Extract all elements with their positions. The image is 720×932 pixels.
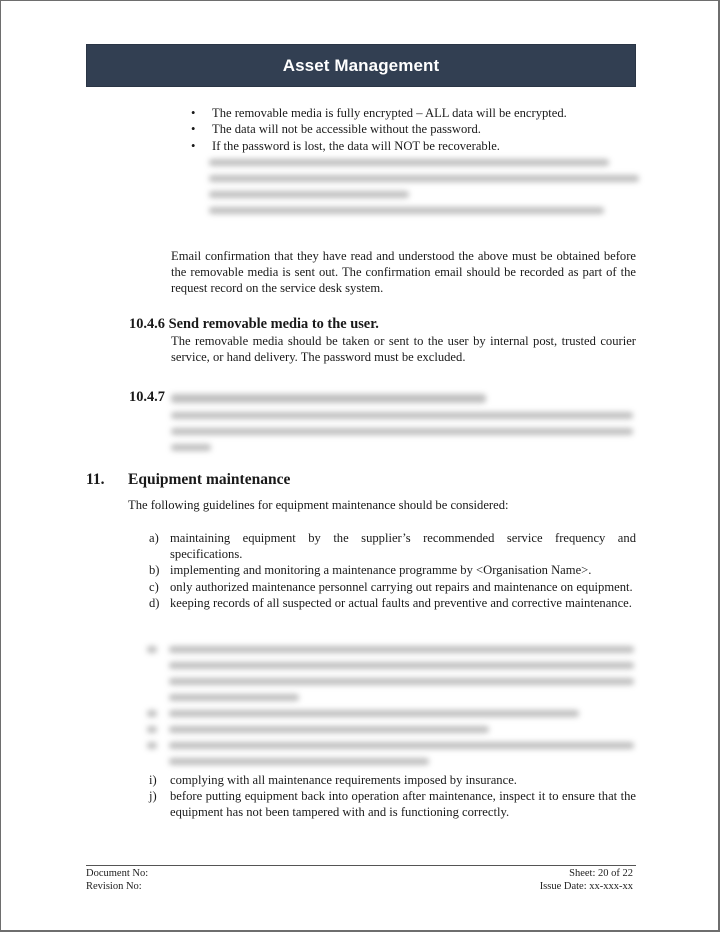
revision-number-label: Revision No: [86, 881, 142, 892]
list-item: b) implementing and monitoring a maintenance programme by <Organisation Name>. [149, 563, 592, 578]
list-item: a) maintaining equipment by the supplier’s recommended service frequency and specifications. [149, 531, 636, 562]
maintenance-list-top [149, 530, 636, 611]
section-10-4-6-heading [129, 316, 379, 333]
document-number-label: Document No: [86, 868, 149, 879]
email-confirmation-paragraph: Email confirmation that they have read and understood the above must be obtained before the removable media is sent out. The confirmation email should be recorded as part of the request record on the service desk system. [171, 249, 636, 296]
bullet-icon: • [191, 122, 196, 137]
bullet-icon: • [191, 138, 196, 153]
list-item: • The removable media is fully encrypted – ALL data will be encrypted. [191, 106, 567, 120]
page-header-bar [86, 44, 636, 87]
encryption-bullet-list [191, 105, 641, 154]
list-marker: i) [149, 773, 157, 787]
maintenance-list-bottom [149, 772, 636, 821]
list-item: i) complying with all maintenance requirements imposed by insurance. [149, 773, 517, 787]
list-marker: j) [149, 789, 157, 804]
list-item: • If the password is lost, the data will NOT be recoverable. [191, 138, 500, 153]
section-number: 10.4.6 [129, 316, 165, 332]
section-11-intro: The following guidelines for equipment maintenance should be considered: [128, 498, 509, 512]
footer-divider [86, 865, 636, 866]
section-title: Equipment maintenance [128, 471, 291, 488]
list-item: • The data will not be accessible without the password. [191, 122, 481, 137]
sheet-number: Sheet: 20 of 22 [569, 868, 633, 879]
redacted-section-10-4-7 [171, 394, 641, 460]
list-item: j) before putting equipment back into operation after maintenance, inspect it to ensure that the equipment has not been tampered with and is functioning correctly. [149, 789, 636, 820]
redacted-maintenance-items [147, 646, 639, 774]
section-10-4-7-number: 10.4.7 [129, 389, 165, 405]
list-marker: c) [149, 579, 159, 594]
issue-date: Issue Date: xx-xxx-xx [539, 881, 633, 892]
list-marker: d) [149, 595, 160, 610]
redacted-bullets [189, 159, 639, 223]
bullet-icon: • [191, 106, 196, 120]
list-item: d) keeping records of all suspected or actual faults and preventive and corrective maintenance. [149, 595, 632, 610]
list-marker: b) [149, 563, 160, 578]
page-title: Asset Management [282, 55, 440, 75]
list-marker: a) [149, 531, 159, 545]
section-title: Send removable media to the user. [168, 316, 379, 332]
section-number: 11. [86, 471, 105, 488]
section-11-heading [86, 471, 386, 489]
list-item: c) only authorized maintenance personnel carrying out repairs and maintenance on equipment. [149, 579, 633, 594]
section-10-4-6-body: The removable media should be taken or sent to the user by internal post, trusted courier service, or hand delivery. The password must be excluded. [171, 334, 636, 365]
